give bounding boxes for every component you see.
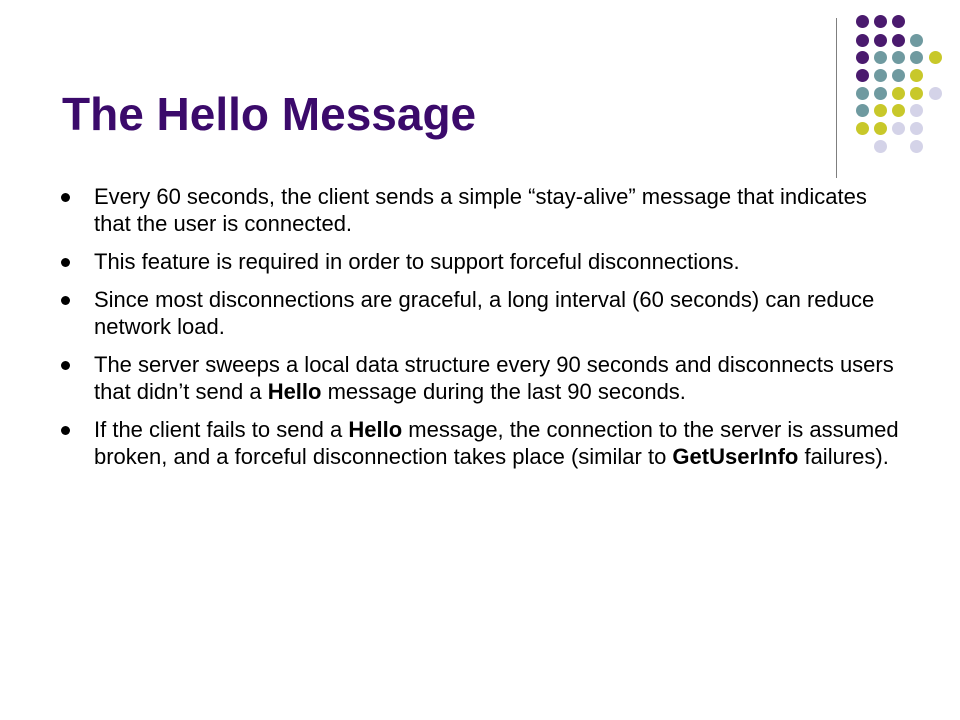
bullet-dot-icon	[61, 258, 70, 267]
decorative-dot	[874, 15, 887, 28]
bullet-text	[94, 287, 874, 339]
bullet-dot-icon	[61, 193, 70, 202]
text-run: message during the last 90 seconds.	[321, 379, 686, 404]
bullet-list	[60, 183, 900, 481]
decorative-dot	[929, 87, 942, 100]
decorative-dot	[856, 51, 869, 64]
decorative-dot	[892, 104, 905, 117]
text-run: Since most disconnections are graceful, a long interval (60 seconds) can reduce network load.	[94, 287, 875, 339]
decorative-dot	[910, 140, 923, 153]
decorative-dot	[856, 87, 869, 100]
bullet-item	[60, 286, 900, 340]
bullet-dot-icon	[61, 361, 70, 370]
bullet-text	[94, 417, 899, 469]
decorative-dot	[892, 122, 905, 135]
decorative-dot	[910, 34, 923, 47]
decorative-dot	[892, 51, 905, 64]
decorative-dot	[910, 69, 923, 82]
bullet-item	[60, 248, 900, 275]
decorative-dot	[856, 69, 869, 82]
decorative-dot	[874, 87, 887, 100]
decorative-dot	[874, 34, 887, 47]
bullet-text	[94, 352, 894, 404]
decorative-dot	[856, 34, 869, 47]
bold-term: Hello	[348, 417, 403, 442]
decorative-dot	[874, 69, 887, 82]
decorative-dot	[929, 51, 942, 64]
decorative-dot	[910, 122, 923, 135]
decorative-dot	[892, 87, 905, 100]
text-run: failures).	[798, 444, 889, 469]
vertical-divider	[836, 18, 837, 178]
text-run: If the client fails to send a	[94, 417, 349, 442]
decorative-dot	[892, 34, 905, 47]
decorative-dot	[856, 15, 869, 28]
decorative-dot	[856, 104, 869, 117]
decorative-dot	[892, 69, 905, 82]
decorative-dot	[910, 87, 923, 100]
decorative-dot	[910, 51, 923, 64]
decorative-dot	[910, 104, 923, 117]
bullet-item	[60, 351, 900, 405]
decorative-dot	[874, 51, 887, 64]
bullet-dot-icon	[61, 426, 70, 435]
bullet-item	[60, 416, 900, 470]
text-run: This feature is required in order to support forceful disconnections.	[94, 249, 740, 274]
decorative-dot	[874, 122, 887, 135]
decorative-dot	[874, 104, 887, 117]
decorative-dot	[892, 15, 905, 28]
slide-title: The Hello Message	[62, 88, 477, 140]
bullet-dot-icon	[61, 296, 70, 305]
bullet-item	[60, 183, 900, 237]
bold-term: Hello	[267, 379, 322, 404]
bullet-text	[94, 249, 740, 274]
text-run: message, the connection to the server is assumed broken, and a forceful disconnection takes place (similar to	[94, 417, 899, 469]
text-run: The server sweeps a local data structure every 90 seconds and disconnects users that didn’t send a	[94, 352, 894, 404]
bold-term: GetUserInfo	[672, 444, 799, 469]
text-run: Every 60 seconds, the client sends a simple “stay-alive” message that indicates that the user is connected.	[94, 184, 867, 236]
bullet-text	[94, 184, 867, 236]
decorative-dot	[874, 140, 887, 153]
decorative-dot	[856, 122, 869, 135]
